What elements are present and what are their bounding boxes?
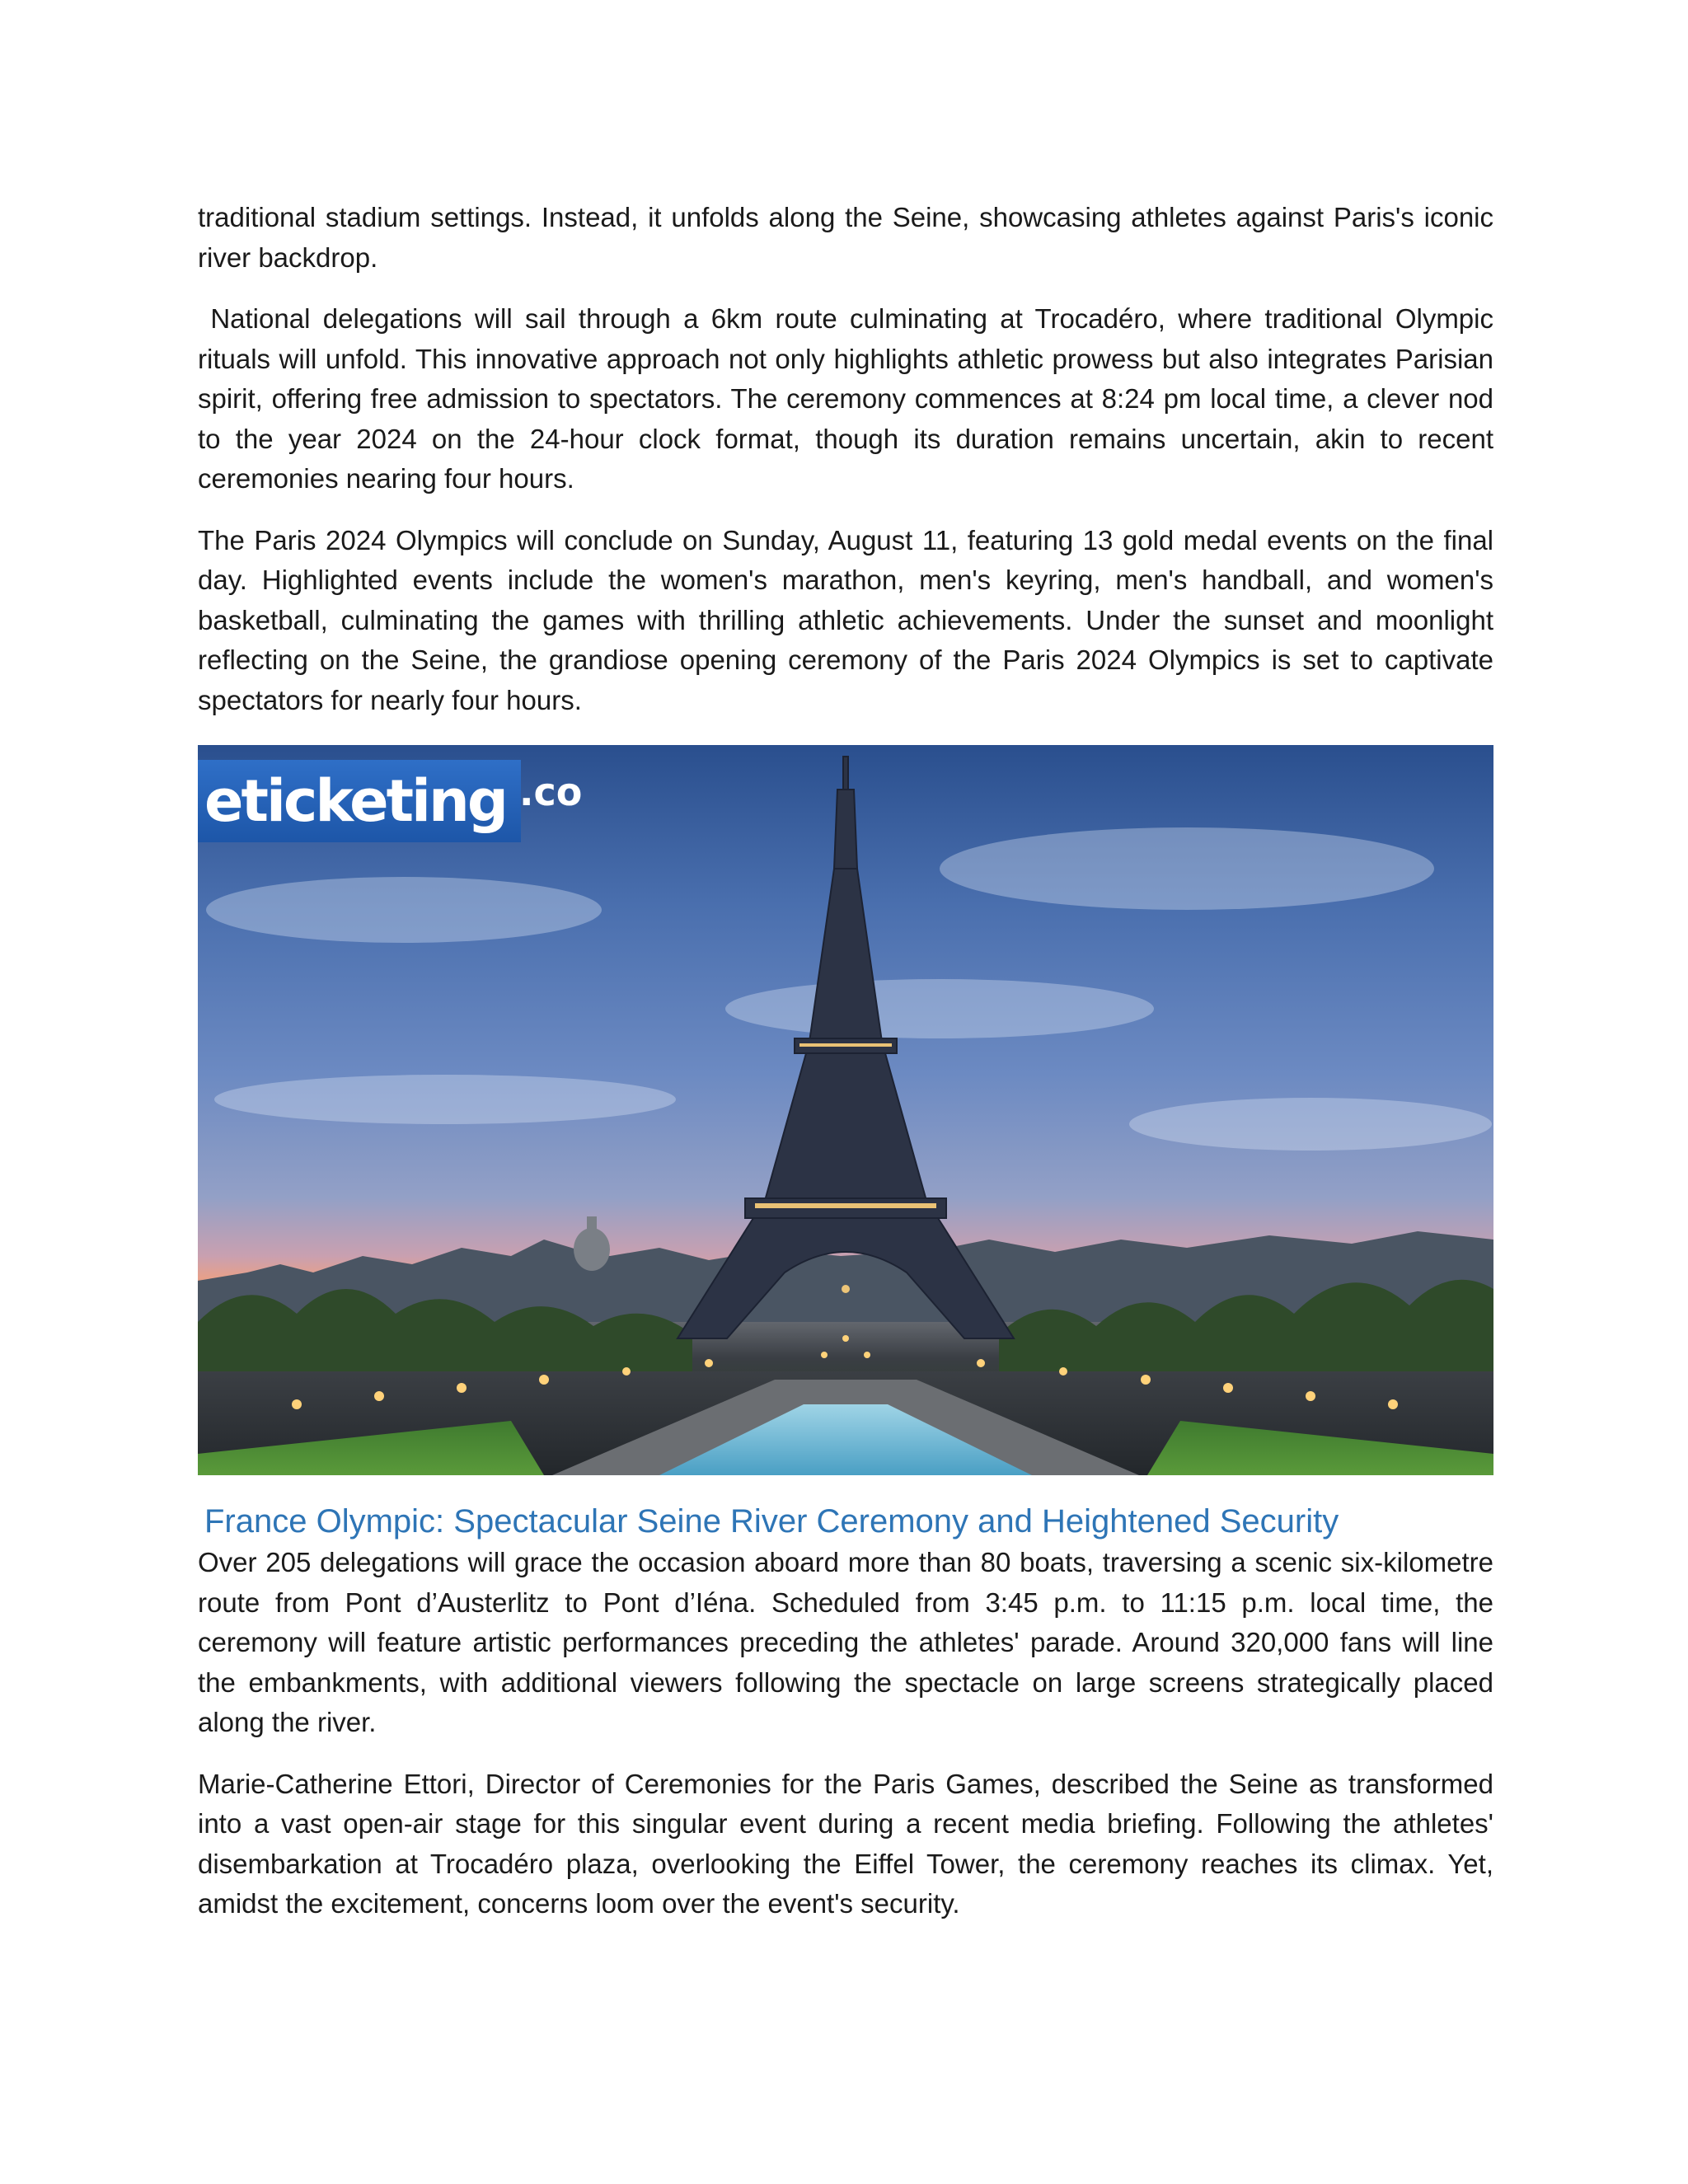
eticketing-logo [198, 760, 583, 842]
section-heading: France Olympic: Spectacular Seine River Ceremony and Heightened Security [204, 1503, 1339, 1540]
paragraph-director-ceremonies: Marie-Catherine Ettori, Director of Ceremonies for the Paris Games, described the Seine as transformed into a vast open-air stage for this singular event during a recent media briefing. Following the athletes' disembarkation at Trocadéro plaza, overlooking the Eiffel Tower, the ceremony reaches its climax. Yet, amidst the excitement, concerns loom over the event's security. [198, 1768, 1493, 1919]
logo-wordmark: eticketing [204, 767, 506, 835]
paragraph-olympics-conclusion: The Paris 2024 Olympics will conclude on Sunday, August 11, featuring 13 gold medal events on the final day. Highlighted events include the women's marathon, men's keyring, men's handball, and women's basketball, culminating the games with thrilling athletic achievements. Under the sunset and moonlight reflecting on the Seine, the grandiose opening ceremony of the Paris 2024 Olympics is set to captivate spectators for nearly four hours. [198, 524, 1493, 715]
document-page [198, 198, 1493, 1946]
eiffel-tower-illustration [198, 745, 1493, 1475]
logo-suffix: .co [518, 770, 583, 814]
paragraph-delegations-boats: Over 205 delegations will grace the occasion aboard more than 80 boats, traversing a scenic six-kilometre route from Pont d’Austerlitz to Pont d’Iéna. Scheduled from 3:45 p.m. to 11:15 p.m. local time, the ceremony will feature artistic performances preceding the athletes' parade. Around 320,000 fans will line the embankments, with additional viewers following the spectacle on large screens strategically placed along the river. [198, 1547, 1493, 1737]
paragraph-stadium-settings: traditional stadium settings. Instead, it unfolds along the Seine, showcasing athletes against Paris's iconic river backdrop. [198, 202, 1493, 273]
paragraph-national-delegations: National delegations will sail through a 6km route culminating at Trocadéro, where traditional Olympic rituals will unfold. This innovative approach not only highlights athletic prowess but also integrates Parisian spirit, offering free admission to spectators. The ceremony commences at 8:24 pm local time, a clever nod to the year 2024 on the 24-hour clock format, though its duration remains uncertain, akin to recent ceremonies nearing four hours. [198, 303, 1493, 494]
eiffel-tower-photo [198, 745, 1493, 1475]
